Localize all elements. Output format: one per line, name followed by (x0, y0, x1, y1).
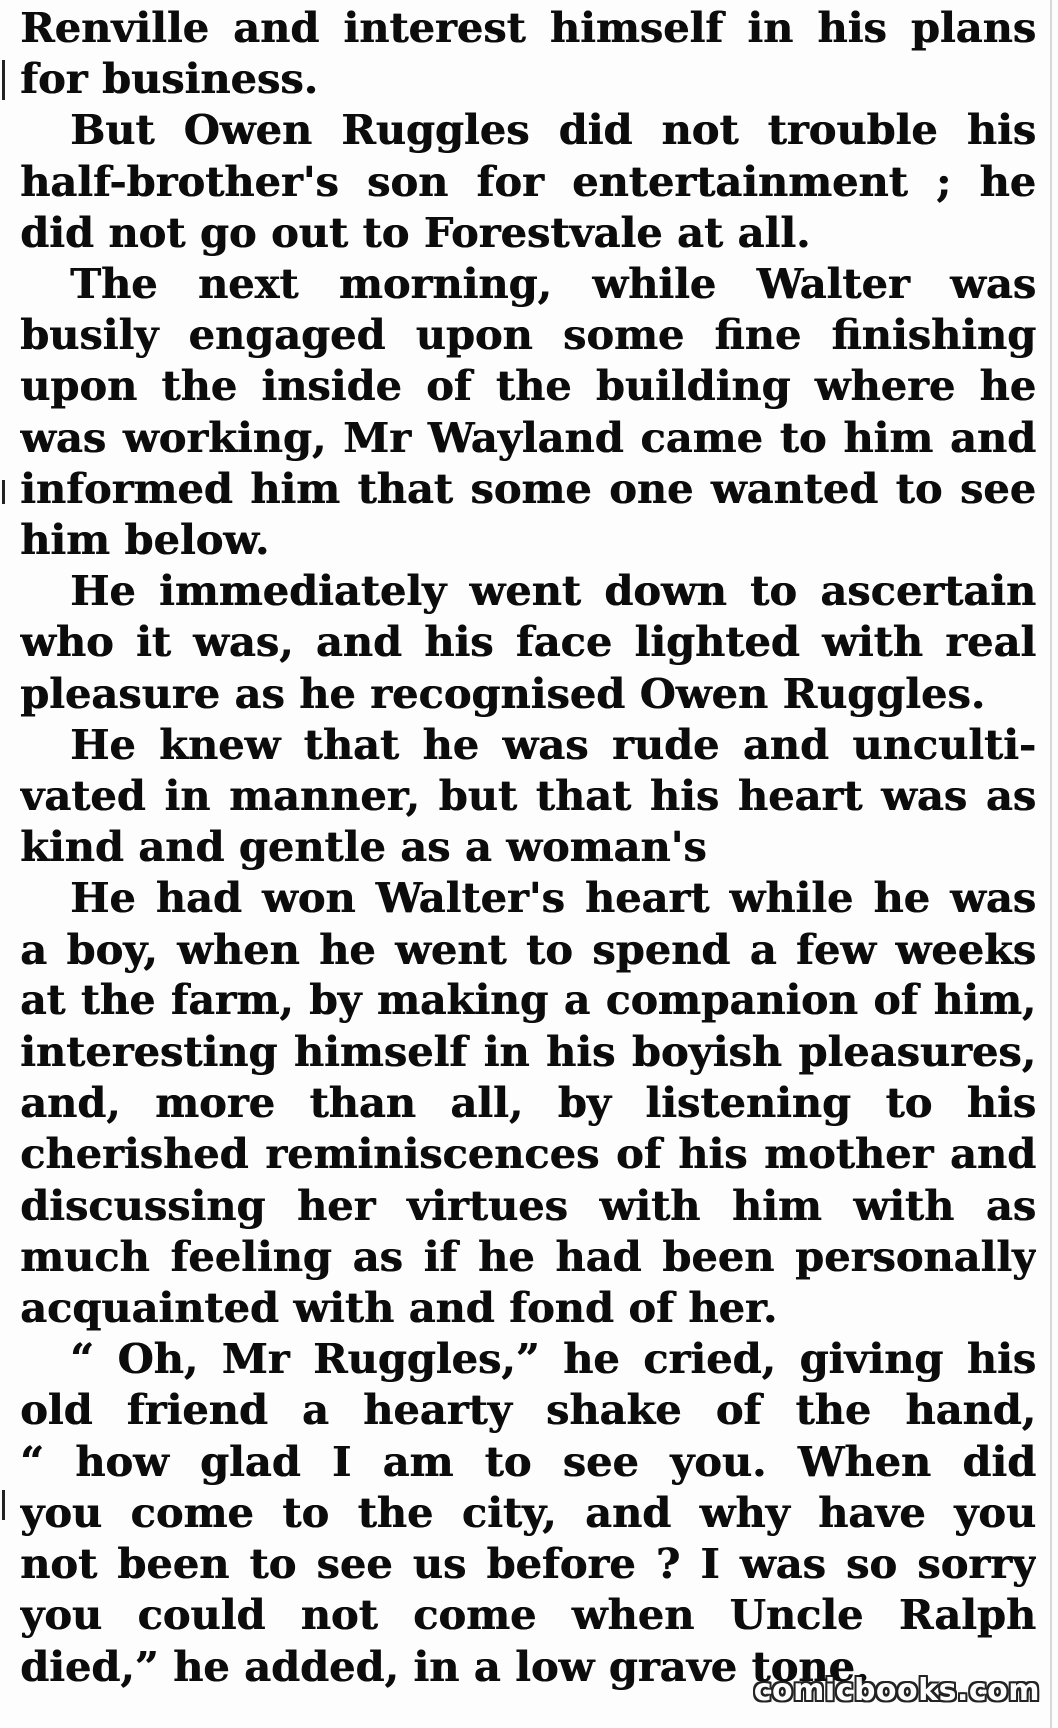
scan-speck (2, 480, 5, 504)
text-line: But Owen Ruggles did not trouble his (70, 105, 1036, 155)
text-line: kind and gentle as a woman's (20, 822, 707, 872)
text-line: He knew that he was rude and unculti- (70, 719, 1036, 769)
paragraph (20, 872, 1036, 1333)
text-line: died,” he added, in a low grave tone. (20, 1641, 870, 1691)
text-line: much feeling as if he had been personally (20, 1231, 1036, 1281)
text-line: “ how glad I am to see you. When did (20, 1436, 1036, 1486)
text-line: old friend a hearty shake of the hand, (20, 1385, 1036, 1435)
text-line: was working, Mr Wayland came to him and (20, 412, 1036, 462)
text-line: cherished reminiscences of his mother and (20, 1129, 1036, 1179)
column-rule (1050, 0, 1052, 1728)
text-line: acquainted with and fond of her. (20, 1283, 778, 1333)
text-line: pleasure as he recognised Owen Ruggles. (20, 668, 986, 718)
text-line: not been to see us before ? I was so sorry (20, 1539, 1036, 1589)
text-line: He immediately went down to ascertain (70, 566, 1036, 616)
paragraph (20, 1333, 1036, 1691)
site-watermark: comicbooks.com (753, 1673, 1040, 1708)
text-line: him below. (20, 515, 270, 565)
text-line: at the farm, by making a companion of him, (20, 975, 1036, 1024)
scan-speck (2, 1490, 5, 1520)
text-line: vated in manner, but that his heart was as (20, 771, 1036, 821)
paragraph (20, 104, 1036, 258)
text-line: “ Oh, Mr Ruggles,” he cried, giving his (70, 1334, 1036, 1384)
text-line: upon the inside of the building where he (20, 361, 1036, 411)
text-line: Renville and interest himself in his plans (20, 3, 1036, 52)
text-line: He had won Walter's heart while he was (70, 873, 1036, 923)
text-line: busily engaged upon some fine finishing (20, 310, 1036, 360)
text-line: discussing her virtues with him with as (20, 1180, 1036, 1230)
text-line: and, more than all, by listening to his (20, 1078, 1036, 1128)
scan-speck (2, 60, 5, 100)
paragraph (20, 2, 1036, 104)
paragraph (20, 258, 1036, 565)
text-line: The next morning, while Walter was (70, 259, 1036, 309)
text-line: for business. (20, 54, 318, 104)
text-line: informed him that some one wanted to see (20, 463, 1036, 513)
text-line: did not go out to Forestvale at all. (20, 207, 811, 257)
text-line: interesting himself in his boyish pleasures, (20, 1027, 1036, 1077)
text-line: a boy, when he went to spend a few weeks (20, 924, 1036, 974)
text-line: who it was, and his face lighted with real (20, 617, 1036, 667)
text-line: half-brother's son for entertainment ; he (20, 156, 1036, 206)
text-line: you could not come when Uncle Ralph (20, 1590, 1036, 1640)
article-column (20, 2, 1036, 1692)
text-line: you come to the city, and why have you (20, 1487, 1036, 1537)
paragraph (20, 565, 1036, 719)
paragraph (20, 719, 1036, 873)
